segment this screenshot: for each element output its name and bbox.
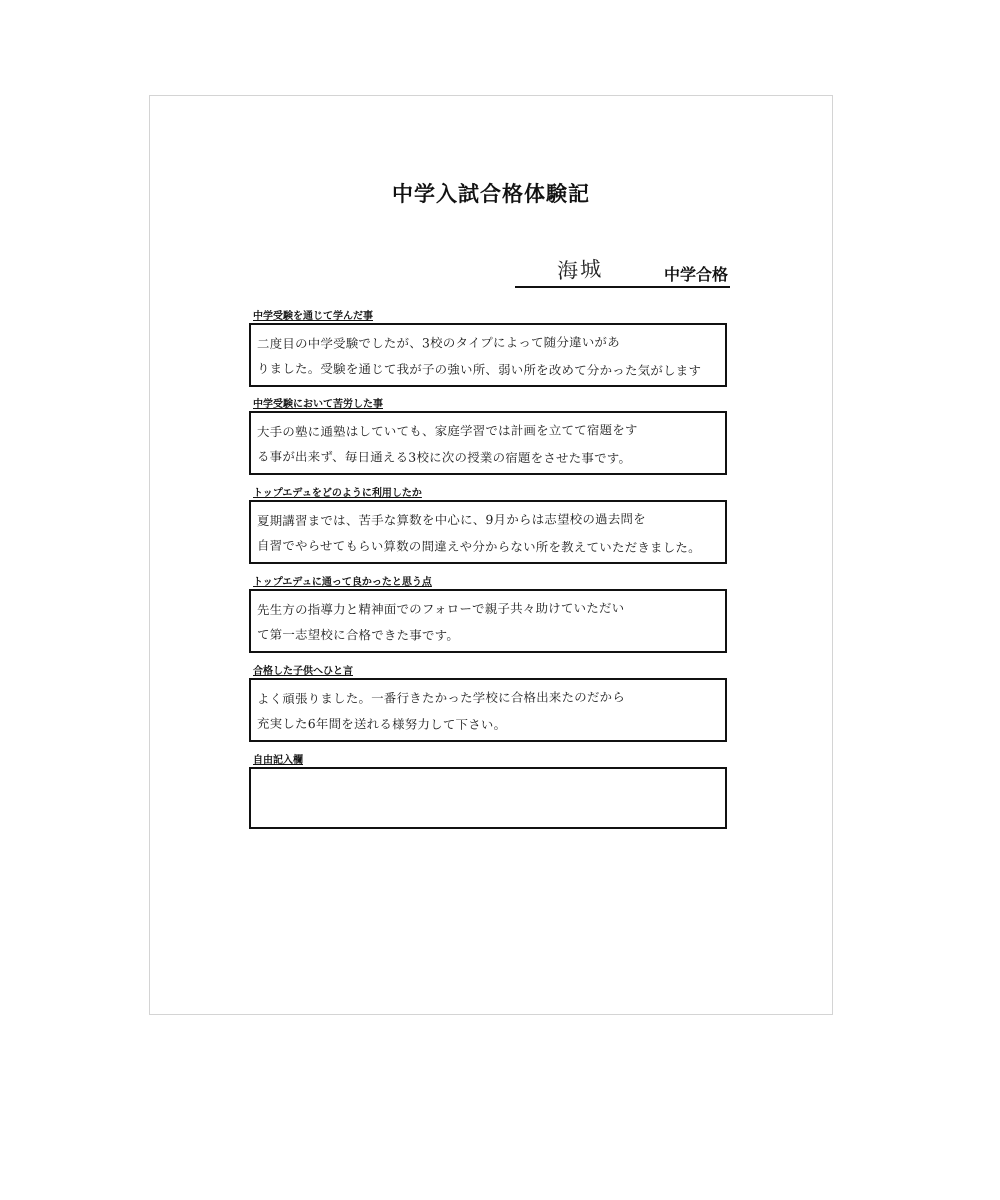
section-usage	[249, 487, 727, 564]
answer-line: る事が出来ず、毎日通える3校に次の授業の宿題をさせた事です。	[256, 448, 632, 466]
answer-line: 大手の塾に通塾はしていても、家庭学習では計画を立てて宿題をす	[256, 422, 638, 440]
answer-line: 夏期講習までは、苦手な算数を中心に、9月からは志望校の過去問を	[256, 511, 646, 529]
section-hardship	[249, 398, 727, 475]
section-learned	[249, 310, 727, 387]
section-answer-box-empty	[249, 767, 727, 829]
section-answer-box	[249, 411, 727, 475]
document-sheet	[149, 95, 833, 1015]
section-message-to-child	[249, 665, 727, 742]
section-label: トップエデュをどのように利用したか	[253, 488, 422, 499]
section-answer-box	[249, 678, 727, 742]
section-answer-box	[249, 323, 727, 387]
school-name-handwritten: 海城	[556, 256, 604, 284]
answer-line: よく頑張りました。一番行きたかった学校に合格出来たのだから	[256, 689, 626, 707]
school-field	[515, 256, 730, 288]
school-suffix: 中学合格	[663, 265, 728, 284]
document-title: 中学入試合格体験記	[392, 182, 590, 206]
answer-line: 先生方の指導力と精神面でのフォローで親子共々助けていただい	[256, 600, 625, 618]
answer-line: 充実した6年間を送れる様努力して下さい。	[256, 715, 507, 733]
section-label: 自由記入欄	[253, 755, 303, 766]
section-label: 合格した子供へひと言	[253, 666, 353, 677]
section-answer-box	[249, 500, 727, 564]
section-label: 中学受験を通じて学んだ事	[253, 311, 373, 322]
answer-line: りました。受験を通じて我が子の強い所、弱い所を改めて分かった気がします	[256, 360, 702, 379]
answer-line: 二度目の中学受験でしたが、3校のタイプによって随分違いがあ	[256, 334, 620, 352]
section-answer-box	[249, 589, 727, 653]
answer-line: 自習でやらせてもらい算数の間違えや分からない所を教えていただきました。	[256, 537, 701, 556]
section-free-entry	[249, 754, 727, 829]
section-label: 中学受験において苦労した事	[253, 399, 383, 410]
section-label: トップエデュに通って良かったと思う点	[253, 577, 432, 588]
section-good-points	[249, 576, 727, 653]
answer-line: て第一志望校に合格できた事です。	[256, 626, 460, 643]
